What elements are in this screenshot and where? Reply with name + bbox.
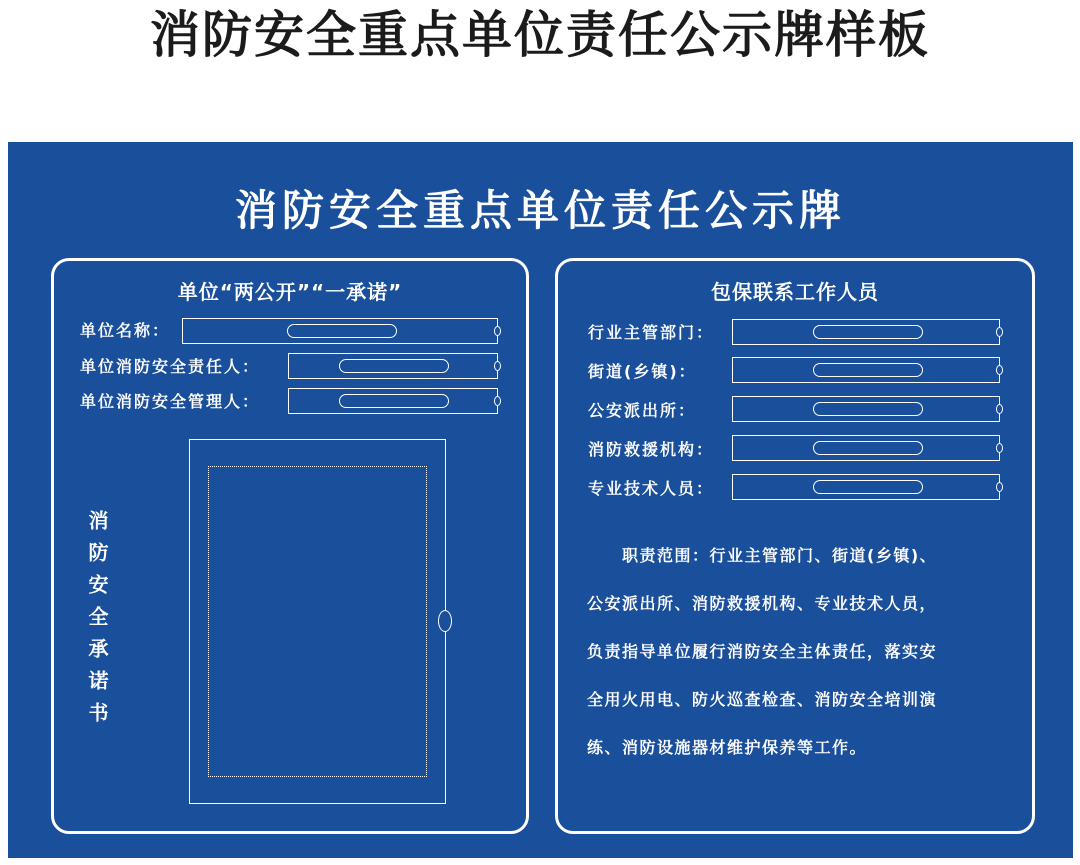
duty-line: 练、消防设施器材维护保养等工作。 [587,738,868,757]
field-notch [996,365,1003,375]
industry-dept-field[interactable] [732,319,1000,345]
field-label-safety-responsible: 单位消防安全责任人： [80,357,261,376]
field-label-police-station: 公安派出所： [588,401,697,420]
field-notch [494,326,501,336]
duty-line: 职责范围：行业主管部门、街道(乡镇)、 [587,546,938,565]
duty-line: 公安派出所、消防救援机构、专业技术人员， [587,594,938,613]
field-notch [494,361,501,371]
commitment-label: 消防安全承诺书 [85,510,109,734]
board-title: 消防安全重点单位责任公示牌 [234,186,846,235]
field-label-technical-staff: 专业技术人员： [588,479,715,498]
safety-manager-field[interactable] [288,388,498,414]
field-notch [996,482,1003,492]
field-slot [813,363,923,377]
notice-board [8,142,1073,858]
left-panel-heading: 单位“两公开”“一承诺” [177,280,403,304]
field-label-industry-dept: 行业主管部门： [588,323,715,342]
page-title: 消防安全重点单位责任公示牌样板 [150,5,930,64]
field-slot [813,325,923,339]
field-label-fire-rescue: 消防救援机构： [588,440,715,459]
field-slot [813,441,923,455]
frame-notch [438,610,452,632]
field-notch [996,443,1003,453]
field-label-unit-name: 单位名称： [80,321,171,340]
safety-responsible-field[interactable] [288,353,498,379]
unit-name-field[interactable] [182,318,498,344]
duty-description [587,532,1017,772]
field-slot [813,402,923,416]
commitment-document-frame [189,439,446,804]
field-slot [339,359,449,373]
field-label-safety-manager: 单位消防安全管理人： [80,392,261,411]
technical-staff-field[interactable] [732,474,1000,500]
field-slot [339,394,449,408]
field-slot [813,480,923,494]
duty-line: 全用火用电、防火巡查检查、消防安全培训演 [587,690,938,709]
commitment-document-area [208,466,427,777]
field-notch [996,327,1003,337]
field-notch [494,396,501,406]
field-notch [996,404,1003,414]
right-panel-heading: 包保联系工作人员 [711,280,879,304]
police-station-field[interactable] [732,396,1000,422]
duty-line: 负责指导单位履行消防安全主体责任，落实安 [587,642,938,661]
field-slot [287,324,397,338]
street-town-field[interactable] [732,357,1000,383]
fire-rescue-field[interactable] [732,435,1000,461]
field-label-street-town: 街道(乡镇)： [588,362,697,381]
